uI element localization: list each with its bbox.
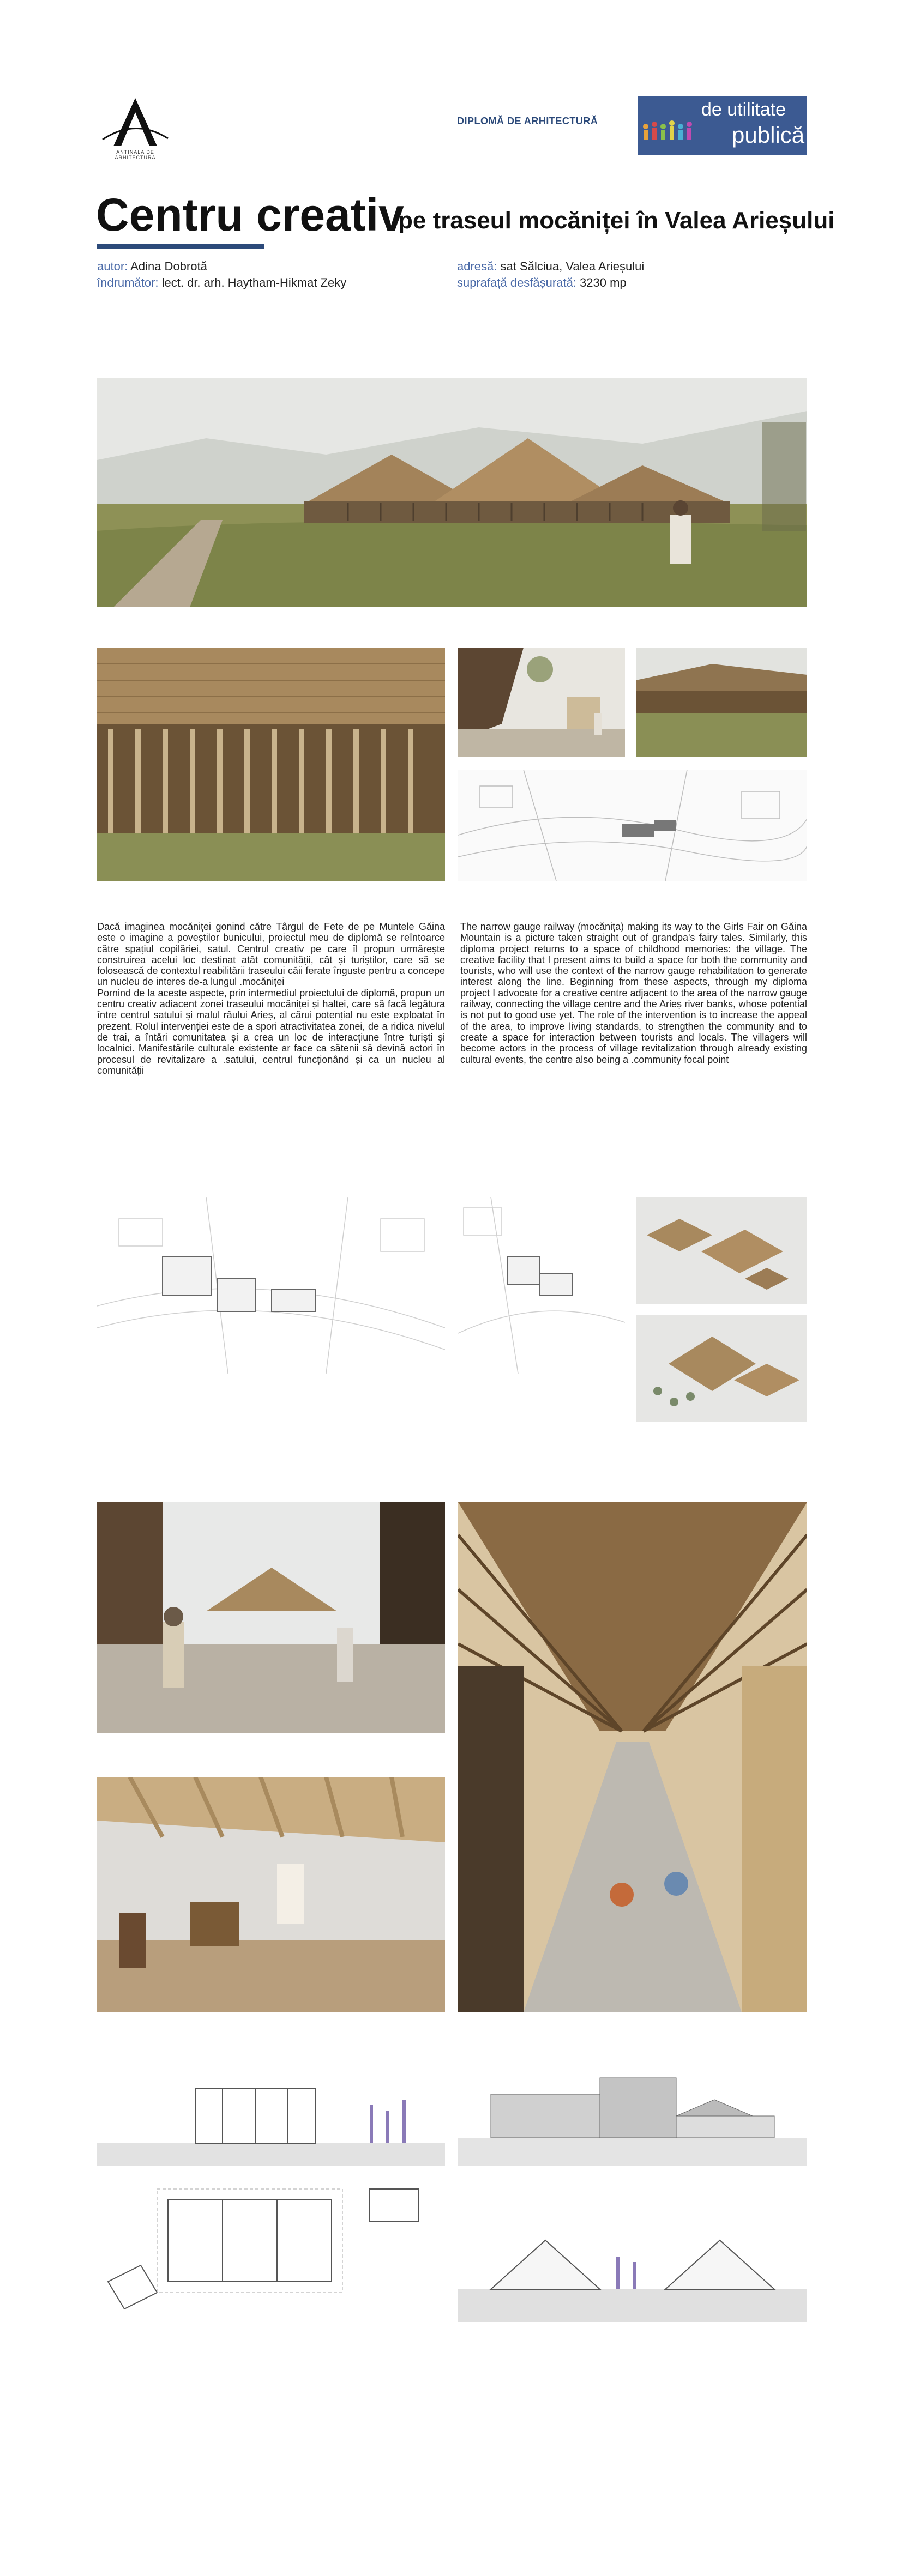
description-ro-p2: Pornind de la aceste aspecte, prin intermediul proiectului de diplomă, propun un centru creativ adiacent zonei traseului mocăniței și haltei, care să facă legătura între centrul satului și malul râului Arieș, al cărui potențial nu este exploatat în prezent. Rolul intervenției este de a spori atractivitatea zonei, de a ridica nivelul de trai, a întări comunitatea și a crea un loc de interacțiune între turiști și localnici. Manifestările culturale existente ar face ca sătenii să devină actori în procesul de revitalizare a .satului, centrul funcționând și ca un nucleu al comunității [97, 987, 445, 1076]
section-1 [97, 2056, 445, 2166]
detail-plan [458, 1197, 625, 1374]
badge-line-1: de utilitate [701, 99, 786, 120]
meta-right [457, 258, 644, 291]
workshop-interior-render [97, 1777, 445, 2012]
site-plan [458, 770, 807, 881]
public-utility-badge [638, 96, 807, 155]
hero-render [97, 378, 807, 607]
advisor-label: îndrumător: [97, 276, 159, 289]
description-en-p1: The narrow gauge railway (mocănița) making its way to the Girls Fair on Găina Mountain is a picture taken straight out of grandpa's fairy tales. Similarly, this diploma project returns to a space of childhood memories: the village. The creative facility that I present aims to build a space for both the community and tourists, who will use the context of the narrow gauge rehabilitation to generate interest along the line. Beginning from these aspects, through my diploma project I advocate for a creative centre adjacent to the area of the narrow gauge railway, connecting the village centre and the Arieș river banks, whose potential is not put to good use yet. The role of the intervention is to increase the appeal of the area, to improve living standards, to strengthen the community and to create a space for interaction between tourists and locals. The villagers will become actors in the process of village revitalization through already existing cultural events, the centre also being a .community focal point [460, 921, 807, 1065]
people-icon [638, 96, 698, 155]
axonometric-2 [636, 1315, 807, 1422]
logo-label: ANTINALA DE ARHITECTURA [115, 149, 156, 160]
address-value: sat Sălciua, Valea Arieșului [500, 259, 645, 273]
badge-line-2: publică [732, 122, 805, 148]
page-subtitle: pe traseul mocăniței în Valea Arieșului [398, 207, 835, 234]
description-ro [97, 921, 445, 1076]
masterplan [97, 1197, 445, 1374]
section-2 [458, 2213, 807, 2322]
page-title: Centru creativ [96, 189, 404, 240]
address-label: adresă: [457, 259, 497, 273]
meta-left [97, 258, 346, 291]
diploma-label: DIPLOMĂ DE ARHITECTURĂ [457, 116, 598, 126]
area-label: suprafață desfășurată: [457, 276, 576, 289]
description-en [460, 921, 807, 1065]
landscape-render [636, 648, 807, 757]
deck-render [97, 1502, 445, 1733]
elevation-1 [458, 2056, 807, 2166]
courtyard-render [458, 648, 625, 757]
author-value: Adina Dobrotă [130, 259, 207, 273]
floor-plan [97, 2178, 445, 2318]
title-underline [97, 244, 264, 249]
school-logo [97, 96, 173, 161]
facade-detail-render [97, 648, 445, 881]
author-label: autor: [97, 259, 128, 273]
advisor-value: lect. dr. arh. Haytham-Hikmat Zeky [161, 276, 347, 289]
description-ro-p1: Dacă imaginea mocăniței gonind către Târgul de Fete de pe Muntele Găina este o imagine a poveștilor bunicului, proiectul meu de diplomă se reîntoarce către spațiul copilăriei, satul. Centrul creativ pe care îl propun urmărește construirea acelui loc destinat atât comunității, cât și turiștilor, care să se folosească de contextul reabilitării traseului căii ferate înguste pentru a concepe un nucleu de interes de-a lungul .mocăniței [97, 921, 445, 988]
colonnade-render [458, 1502, 807, 2012]
area-value: 3230 mp [580, 276, 627, 289]
axonometric-1 [636, 1197, 807, 1304]
